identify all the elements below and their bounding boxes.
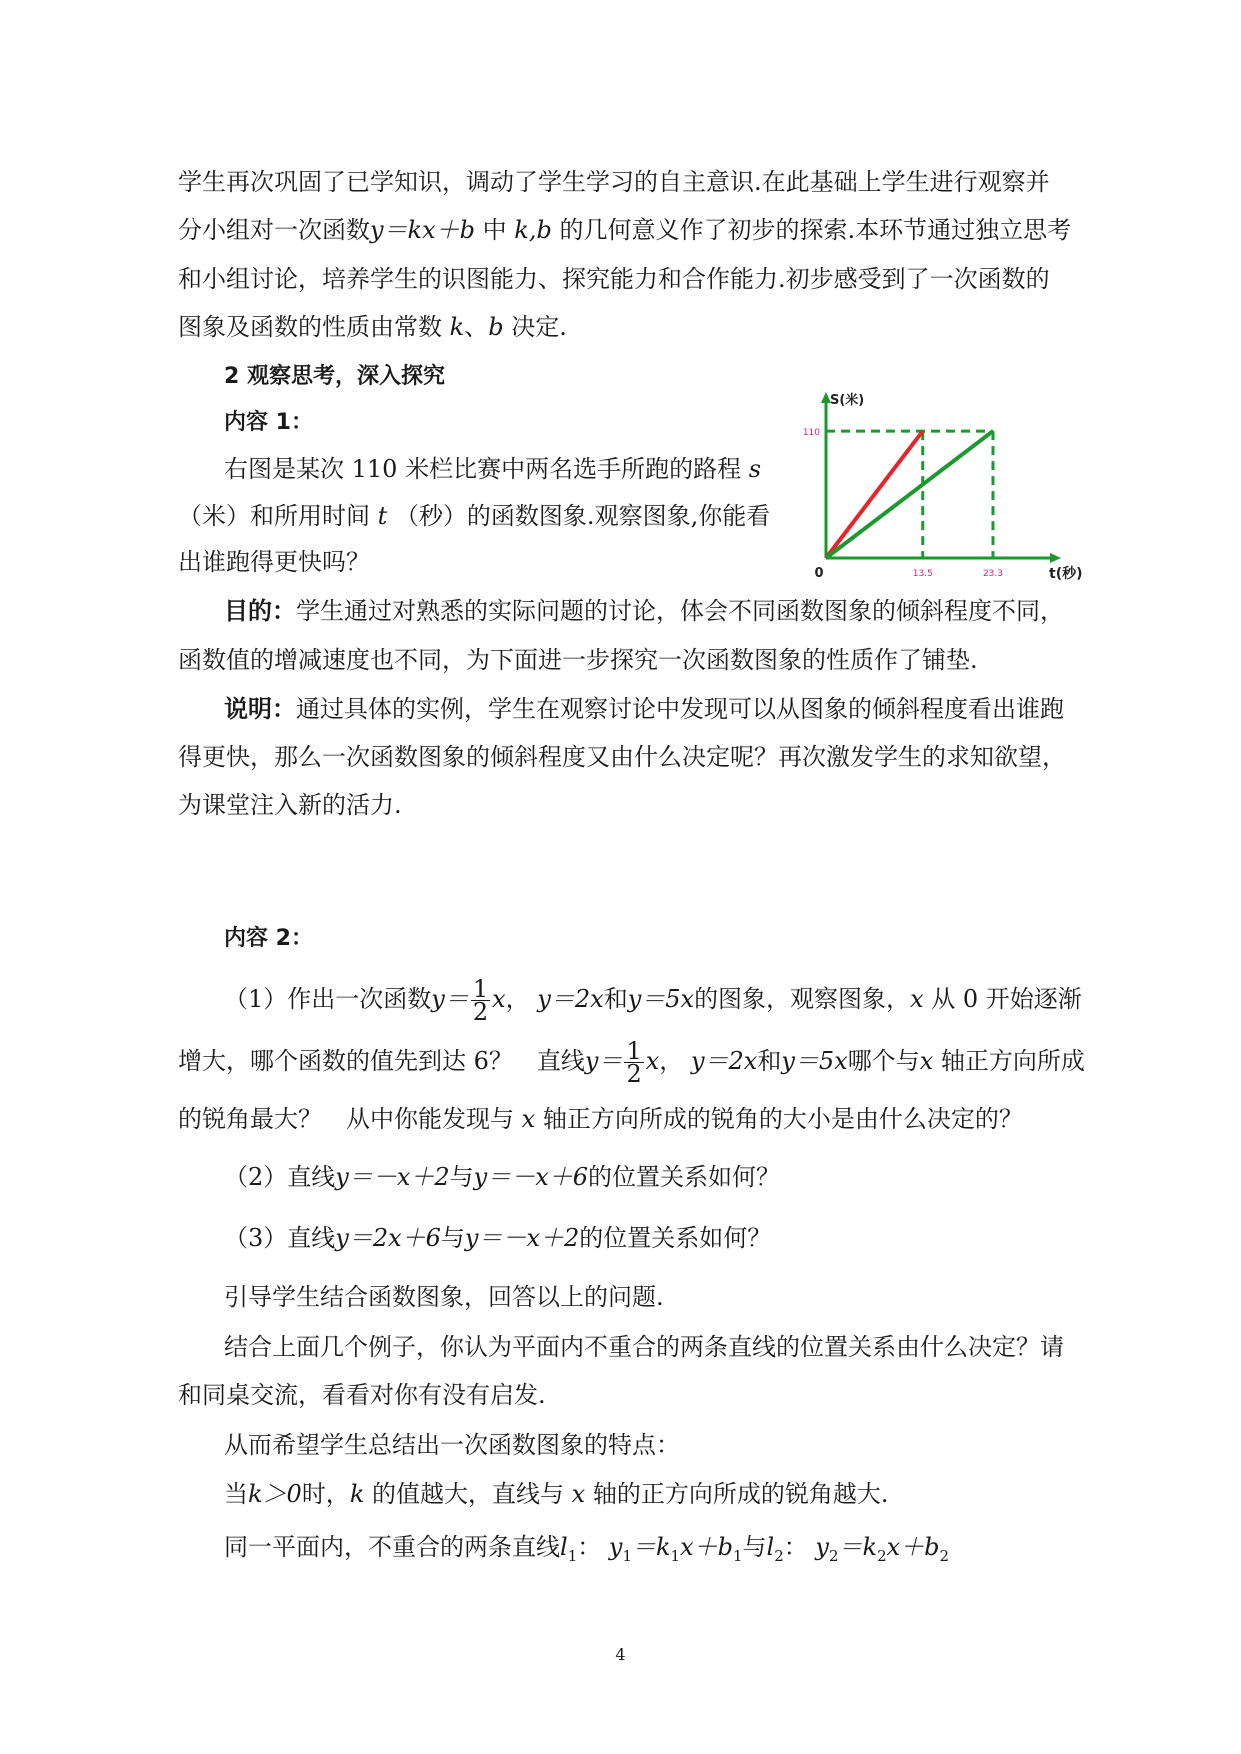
question-1-line3: 的锐角最大？ 从中你能发现与 x 轴正方向所成的锐角的大小是由什么决定的？ — [178, 1105, 1023, 1133]
question-3: （3）直线y＝2x＋6与y＝－x＋2的位置关系如何？ — [224, 1224, 772, 1252]
paragraph-line: 和同桌交流，看看对你有没有启发. — [178, 1381, 546, 1409]
property-line: 当k＞0时，k 的值越大，直线与 x 轴的正方向所成的锐角越大. — [224, 1480, 889, 1508]
purpose-label: 目的： — [224, 597, 296, 625]
paragraph-line: 为课堂注入新的活力. — [178, 791, 402, 819]
y-axis-label: S(米) — [830, 393, 865, 408]
note-label: 说明： — [224, 695, 296, 723]
paragraph-line: 得更快，那么一次函数图象的倾斜程度又由什么决定呢？再次激发学生的求知欲望， — [178, 743, 1066, 771]
paragraph-line: 结合上面几个例子，你认为平面内不重合的两条直线的位置关系由什么决定？请 — [224, 1333, 1064, 1361]
x-axis-label: t(秒) — [1049, 566, 1083, 582]
y-tick-label: 110 — [802, 428, 820, 439]
paragraph-line: 学生再次巩固了已学知识，调动了学生学习的自主意识.在此基础上学生进行观察并 — [178, 168, 1050, 196]
note-line: 说明：通过具体的实例，学生在观察讨论中发现可以从图象的倾斜程度看出谁跑 — [224, 695, 1064, 723]
question-2: （2）直线y＝－x＋2与y＝－x＋6的位置关系如何？ — [224, 1163, 781, 1191]
paragraph-line: 出谁跑得更快吗？ — [178, 548, 370, 576]
paragraph-line: 和小组讨论，培养学生的识图能力、探究能力和合作能力.初步感受到了一次函数的 — [178, 265, 1050, 293]
x-axis-arrow — [1050, 553, 1061, 563]
paragraph-line: 函数值的增减速度也不同，为下面进一步探究一次函数图象的性质作了铺垫. — [178, 646, 978, 674]
paragraph-line: 右图是某次 110 米栏比赛中两名选手所跑的路程 s — [224, 455, 762, 483]
paragraph-line: 从而希望学生总结出一次函数图象的特点： — [224, 1431, 680, 1459]
content2-label: 内容 2： — [224, 926, 313, 951]
origin-label: 0 — [814, 566, 824, 581]
paragraph-line: 图象及函数的性质由常数 k、b 决定. — [178, 313, 567, 341]
fraction: $\frac{1}{2}$ — [472, 975, 489, 1026]
section-heading: 2 观察思考，深入探究 — [224, 364, 445, 389]
paragraph-line: （米）和所用时间 t （秒）的函数图象.观察图象,你能看 — [178, 502, 771, 530]
distance-time-chart — [802, 393, 1083, 582]
page-number: 4 — [615, 1645, 626, 1664]
paragraph-line: 分小组对一次函数y＝kx＋b 中 k,b 的几何意义作了初步的探索.本环节通过独立思考 — [178, 216, 1072, 244]
x-tick-label: 23.3 — [982, 569, 1004, 579]
x-tick-label: 13.5 — [912, 569, 933, 579]
content1-label: 内容 1： — [224, 410, 313, 435]
fraction: $\frac{1}{2}$ — [626, 1037, 642, 1088]
question-1-line2: 增大，哪个函数的值先到达 6？ 直线y＝ $\frac{1}{2}$ x， y＝2x和y＝5x哪个与x 轴正方向所成 — [178, 1037, 1085, 1088]
paragraph-line: 引导学生结合函数图象，回答以上的问题. — [224, 1283, 664, 1311]
question-1: （1）作出一次函数y＝ $\frac{1}{2}$ x， y＝2x和y＝5x的图象，观察图象，x 从 0 开始逐渐 — [224, 975, 1082, 1026]
formula: y＝kx＋b — [370, 216, 475, 244]
lines-definition: 同一平面内，不重合的两条直线$l_1$： $y_1=k_1x+b_1$与$l_2$： $y_2=k_2x+b_2$ — [224, 1533, 950, 1565]
purpose-line: 目的：学生通过对熟悉的实际问题的讨论，体会不同函数图象的倾斜程度不同， — [224, 597, 1064, 625]
